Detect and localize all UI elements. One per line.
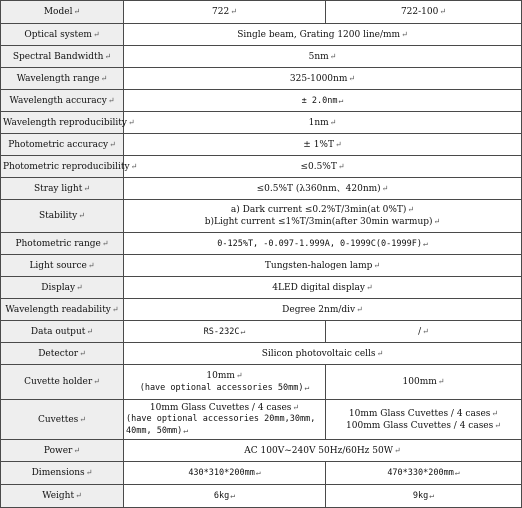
wavelength-reproducibility-value: 1nm↵ (124, 112, 522, 134)
power-label: Power↵ (1, 440, 124, 462)
row-stray-light (1, 178, 522, 200)
dimensions-722: 430*310*200mm↵ (124, 462, 326, 485)
cuvettes-722: 10mm Glass Cuvettes / 4 cases↵ (have optional accessories 20mm,30mm, 40mm, 50mm)↵ (124, 400, 326, 440)
row-data-output (1, 321, 522, 343)
row-cuvettes (1, 400, 522, 440)
row-spectral-bandwidth (1, 46, 522, 68)
row-detector (1, 343, 522, 365)
row-wavelength-range (1, 68, 522, 90)
weight-722: 6kg↵ (124, 485, 326, 508)
stability-label: Stability↵ (1, 200, 124, 233)
stray-light-value: ≤0.5%T (λ360nm、420nm)↵ (124, 178, 522, 200)
data-output-722-100: /↵ (326, 321, 522, 343)
wavelength-accuracy-label: Wavelength accuracy↵ (1, 90, 124, 112)
photometric-range-value: 0-125%T, -0.097-1.999A, 0-1999C(0-1999F)↵ (124, 233, 522, 255)
light-source-label: Light source↵ (1, 255, 124, 277)
wavelength-readability-label: Wavelength readability↵ (1, 299, 124, 321)
row-photometric-reproducibility (1, 156, 522, 178)
display-label: Display↵ (1, 277, 124, 299)
photometric-accuracy-value: ± 1%T↵ (124, 134, 522, 156)
photometric-accuracy-label: Photometric accuracy↵ (1, 134, 124, 156)
row-model (1, 1, 522, 24)
wavelength-range-value: 325-1000nm↵ (124, 68, 522, 90)
optical-system-label: Optical system↵ (1, 24, 124, 46)
optical-system-value: Single beam, Grating 1200 line/mm↵ (124, 24, 522, 46)
row-cuvette-holder (1, 365, 522, 400)
row-weight (1, 485, 522, 508)
row-photometric-range (1, 233, 522, 255)
model-722-100: 722-100↵ (326, 1, 522, 24)
data-output-722: RS-232C↵ (124, 321, 326, 343)
spectral-bandwidth-value: 5nm↵ (124, 46, 522, 68)
row-light-source (1, 255, 522, 277)
dimensions-722-100: 470*330*200mm↵ (326, 462, 522, 485)
data-output-label: Data output↵ (1, 321, 124, 343)
display-value: 4LED digital display↵ (124, 277, 522, 299)
detector-value: Silicon photovoltaic cells↵ (124, 343, 522, 365)
model-label: Model↵ (1, 1, 124, 24)
dimensions-label: Dimensions↵ (1, 462, 124, 485)
stability-value: a) Dark current ≤0.2%T/3min(at 0%T)↵ b)Light current ≤1%T/3min(after 30min warmup)↵ (124, 200, 522, 233)
model-722: 722↵ (124, 1, 326, 24)
wavelength-readability-value: Degree 2nm/div↵ (124, 299, 522, 321)
wavelength-reproducibility-label: Wavelength reproducibility↵ (1, 112, 124, 134)
weight-label: Weight↵ (1, 485, 124, 508)
row-optical-system (1, 24, 522, 46)
row-dimensions (1, 462, 522, 485)
stray-light-label: Stray light↵ (1, 178, 124, 200)
weight-722-100: 9kg↵ (326, 485, 522, 508)
wavelength-accuracy-value: ± 2.0nm↵ (124, 90, 522, 112)
photometric-range-label: Photometric range↵ (1, 233, 124, 255)
light-source-value: Tungsten-halogen lamp↵ (124, 255, 522, 277)
row-wavelength-reproducibility (1, 112, 522, 134)
cuvette-holder-label: Cuvette holder↵ (1, 365, 124, 400)
photometric-reproducibility-value: ≤0.5%T↵ (124, 156, 522, 178)
row-display (1, 277, 522, 299)
row-power (1, 440, 522, 462)
row-stability (1, 200, 522, 233)
row-wavelength-accuracy (1, 90, 522, 112)
detector-label: Detector↵ (1, 343, 124, 365)
cuvettes-label: Cuvettes↵ (1, 400, 124, 440)
cuvette-holder-722-100: 100mm↵ (326, 365, 522, 400)
spectral-bandwidth-label: Spectral Bandwidth↵ (1, 46, 124, 68)
photometric-reproducibility-label: Photometric reproducibility↵ (1, 156, 124, 178)
row-photometric-accuracy (1, 134, 522, 156)
cuvettes-722-100: 10mm Glass Cuvettes / 4 cases↵ 100mm Glass Cuvettes / 4 cases↵ (326, 400, 522, 440)
wavelength-range-label: Wavelength range↵ (1, 68, 124, 90)
row-wavelength-readability (1, 299, 522, 321)
power-value: AC 100V~240V 50Hz/60Hz 50W↵ (124, 440, 522, 462)
cuvette-holder-722: 10mm↵ (have optional accessories 50mm)↵ (124, 365, 326, 400)
